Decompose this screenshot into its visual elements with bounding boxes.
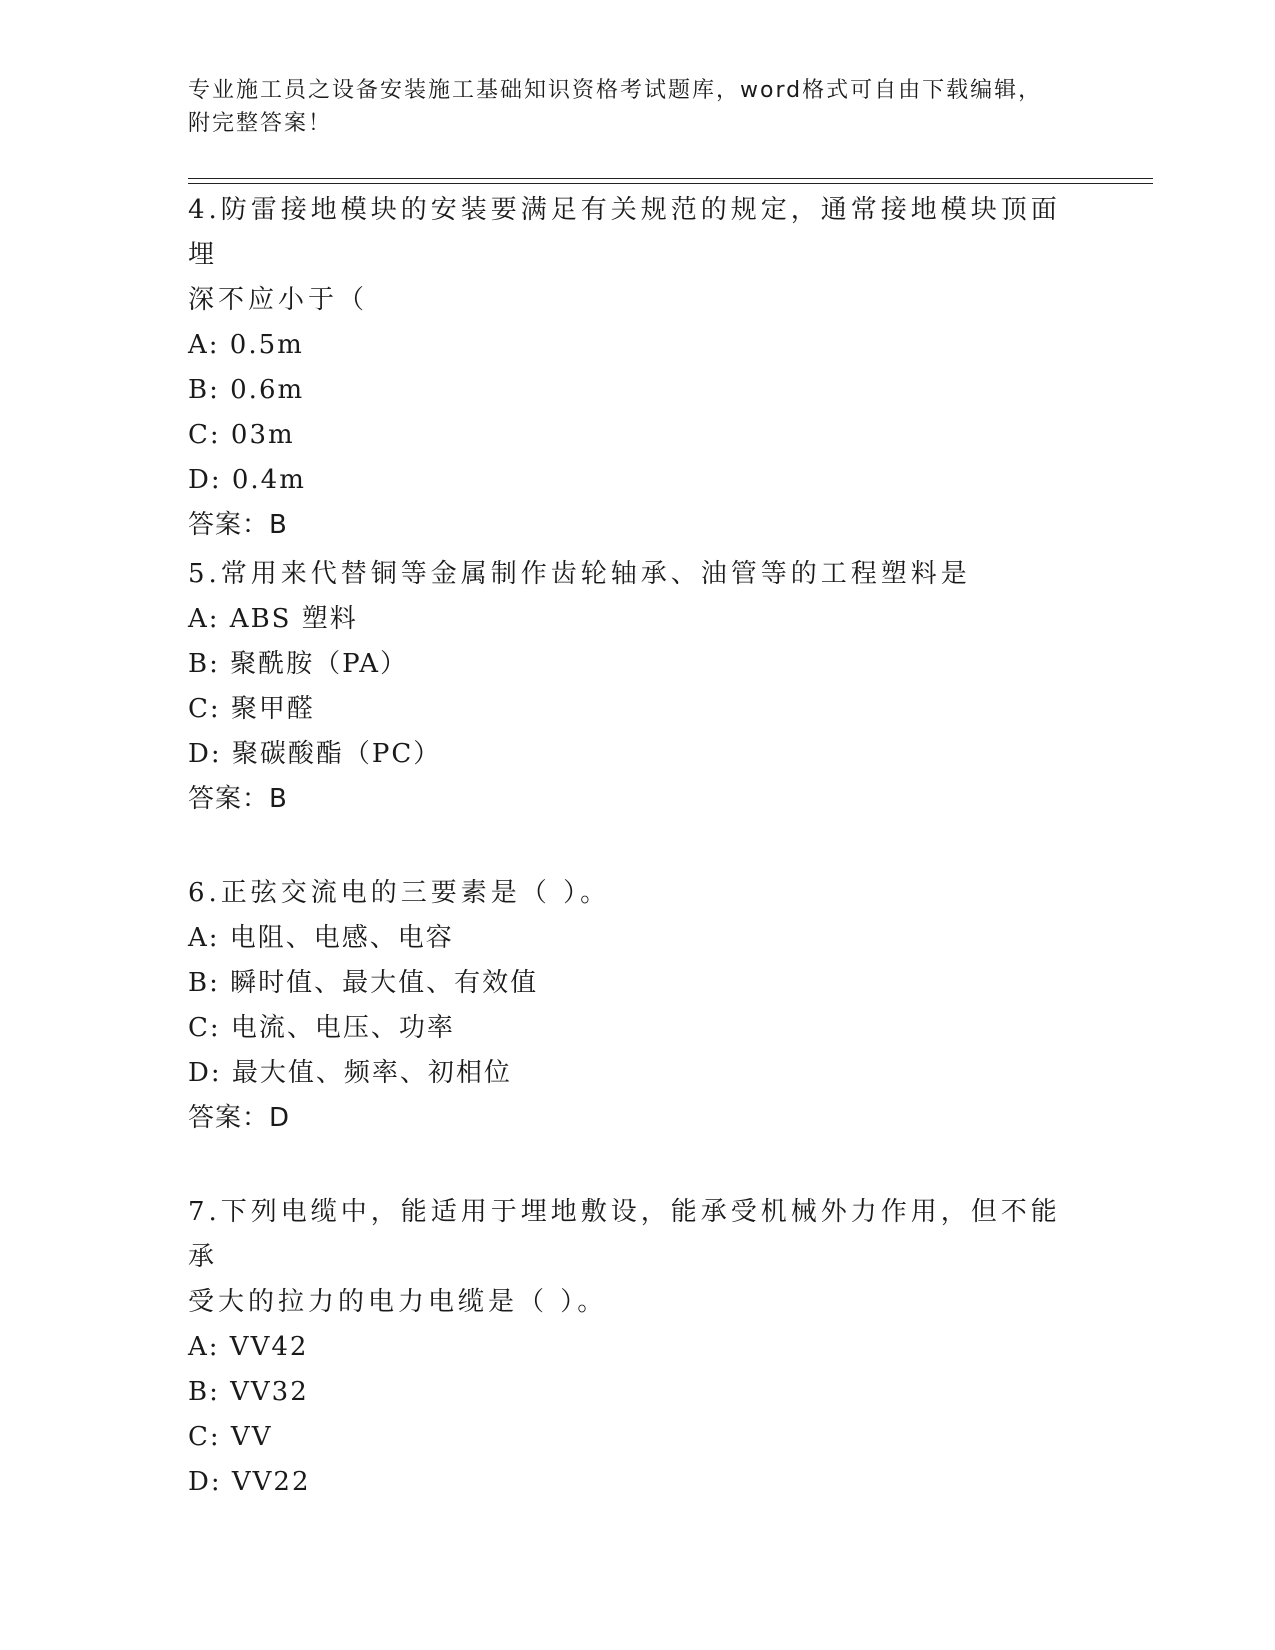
option-c: C: 聚甲醛 [188, 694, 315, 724]
question-6 [188, 871, 1088, 1141]
header-line-1: 专业施工员之设备安装施工基础知识资格考试题库，word格式可自由下载编辑， [188, 78, 1043, 103]
question-stem-line: 4.防雷接地模块的安装要满足有关规范的规定，通常接地模块顶面埋 [188, 195, 1061, 270]
option-c: C: VV [188, 1422, 273, 1452]
header-divider-top [188, 178, 1153, 179]
option-a: A: VV42 [188, 1332, 309, 1362]
question-stem-line: 7.下列电缆中，能适用于埋地敷设，能承受机械外力作用，但不能承 [188, 1197, 1061, 1272]
option-d: D: VV22 [188, 1467, 311, 1497]
answer: 答案：B [188, 510, 288, 540]
option-c: C: 03m [188, 420, 295, 450]
header-divider-bottom [188, 183, 1153, 184]
option-a: A: ABS 塑料 [188, 604, 358, 634]
option-d: D: 聚碳酸酯（PC） [188, 739, 442, 769]
header-line-2: 附完整答案！ [188, 111, 333, 136]
option-b: B: VV32 [188, 1377, 309, 1407]
question-stem-line: 5.常用来代替铜等金属制作齿轮轴承、油管等的工程塑料是 [188, 559, 971, 589]
option-c: C: 电流、电压、功率 [188, 1013, 455, 1043]
option-a: A: 电阻、电感、电容 [188, 923, 454, 953]
document-header [188, 74, 1068, 140]
option-b: B: 聚酰胺（PA） [188, 649, 409, 679]
question-5 [188, 552, 1088, 822]
option-d: D: 0.4m [188, 465, 306, 495]
answer: 答案：D [188, 1103, 291, 1133]
question-stem-line: 受大的拉力的电力电缆是（ ）。 [188, 1287, 608, 1317]
option-b: B: 瞬时值、最大值、有效值 [188, 968, 539, 998]
question-4 [188, 188, 1088, 548]
question-stem-line: 6.正弦交流电的三要素是（ ）。 [188, 878, 611, 908]
option-a: A: 0.5m [188, 330, 304, 360]
option-b: B: 0.6m [188, 375, 305, 405]
question-stem-line: 深不应小于（ [188, 285, 369, 315]
option-d: D: 最大值、频率、初相位 [188, 1058, 512, 1088]
question-7 [188, 1190, 1088, 1505]
answer: 答案：B [188, 784, 288, 814]
